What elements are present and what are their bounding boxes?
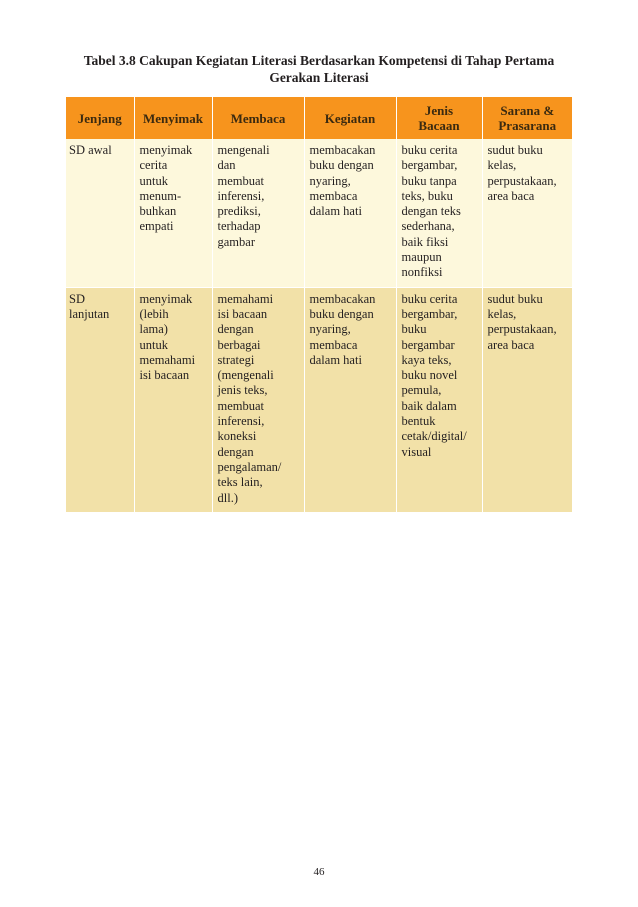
cell-line: pengalaman/: [217, 459, 282, 474]
cell-membaca: [212, 287, 304, 512]
cell-line: memahami: [217, 291, 274, 306]
cell-line: sederhana,: [401, 219, 455, 234]
header-jenis-bacaan: Jenis Bacaan: [396, 97, 482, 139]
cell-line: teks lain,: [217, 475, 263, 490]
cell-sarana-prasarana: [482, 287, 572, 512]
cell-line: lama): [139, 322, 168, 337]
cell-kegiatan: [304, 139, 396, 287]
cell-line: menyimak: [139, 143, 193, 157]
cell-line: baik fiksi: [401, 234, 449, 249]
cell-line: isi bacaan: [139, 368, 190, 383]
cell-line: teks, buku: [401, 188, 453, 203]
cell-line: lanjutan: [69, 306, 110, 321]
cell-menyimak: [134, 139, 212, 287]
cell-line: buku tanpa: [401, 173, 457, 188]
cell-line: membuat: [217, 398, 265, 413]
cell-line: dalam hati: [309, 352, 362, 367]
cell-line: cetak/digital/: [401, 429, 467, 444]
cell-line: cerita: [139, 158, 168, 173]
cell-line: (mengenali: [217, 368, 274, 383]
cell-line: inferensi,: [217, 188, 265, 203]
cell-line: baik dalam: [401, 398, 457, 413]
cell-line: SD awal: [69, 143, 112, 157]
cell-line: mengenali: [217, 143, 270, 157]
cell-line: dll.): [217, 490, 238, 505]
cell-line: membuat: [217, 173, 265, 188]
cell-line: nyaring,: [309, 322, 351, 337]
cell-line: dan: [217, 158, 236, 173]
table-row-sd-lanjutan: [66, 287, 572, 512]
header-jenjang: Jenjang: [66, 97, 134, 139]
cell-line: inferensi,: [217, 414, 265, 429]
cell-line: maupun: [401, 250, 442, 265]
cell-jenjang: [66, 139, 134, 287]
header-sarana-prasarana: Sarana & Prasarana: [482, 97, 572, 139]
cell-line: SD: [69, 291, 85, 306]
cell-line: isi bacaan: [217, 306, 268, 321]
cell-line: area baca: [487, 188, 535, 203]
header-membaca: Membaca: [212, 97, 304, 139]
cell-jenjang: [66, 287, 134, 512]
table-header-row: [66, 97, 572, 139]
cell-line: bergambar,: [401, 306, 458, 321]
cell-line: membaca: [309, 188, 358, 203]
cell-line: perpustakaan,: [487, 322, 557, 337]
cell-kegiatan: [304, 287, 396, 512]
cell-line: buku cerita: [401, 291, 458, 306]
cell-line: buku dengan: [309, 306, 374, 321]
table-caption: [66, 52, 572, 86]
cell-jenis-bacaan: [396, 139, 482, 287]
cell-menyimak: [134, 287, 212, 512]
cell-line: dalam hati: [309, 204, 362, 219]
cell-line: untuk: [139, 337, 168, 352]
cell-line: bergambar: [401, 337, 455, 352]
cell-line: pemula,: [401, 383, 442, 398]
cell-line: empati: [139, 219, 174, 234]
cell-line: kaya teks,: [401, 352, 452, 367]
cell-line: terhadap: [217, 219, 261, 234]
cell-line: jenis teks,: [217, 383, 268, 398]
cell-line: perpustakaan,: [487, 173, 557, 188]
cell-line: buku cerita: [401, 143, 458, 157]
caption-line-1: Tabel 3.8 Cakupan Kegiatan Literasi Berdasarkan Kompetensi di Tahap Pertama: [83, 53, 555, 68]
cell-line: prediksi,: [217, 204, 261, 219]
cell-line: sudut buku: [487, 291, 543, 306]
cell-line: dengan: [217, 322, 254, 337]
cell-jenis-bacaan: [396, 287, 482, 512]
cell-line: area baca: [487, 337, 535, 352]
cell-line: kelas,: [487, 158, 517, 173]
cell-line: berbagai: [217, 337, 261, 352]
cell-sarana-prasarana: [482, 139, 572, 287]
cell-line: menyimak: [139, 291, 193, 306]
cell-line: gambar: [217, 234, 255, 249]
cell-line: bergambar,: [401, 158, 458, 173]
cell-line: membaca: [309, 337, 358, 352]
cell-line: dengan teks: [401, 204, 461, 219]
cell-line: nyaring,: [309, 173, 351, 188]
literacy-table: [66, 97, 572, 512]
caption-line-2: Gerakan Literasi: [269, 70, 369, 85]
cell-line: koneksi: [217, 429, 257, 444]
cell-line: untuk: [139, 173, 168, 188]
cell-line: kelas,: [487, 306, 517, 321]
cell-line: buku: [401, 322, 427, 337]
page-number: 46: [313, 866, 325, 878]
cell-line: membacakan: [309, 291, 376, 306]
cell-line: memahami: [139, 352, 196, 367]
cell-line: membacakan: [309, 143, 376, 157]
cell-line: bentuk: [401, 414, 436, 429]
cell-line: menum-: [139, 188, 182, 203]
cell-line: nonfiksi: [401, 265, 443, 280]
header-menyimak: Menyimak: [134, 97, 212, 139]
table-row-sd-awal: [66, 139, 572, 287]
cell-membaca: [212, 139, 304, 287]
cell-line: sudut buku: [487, 143, 543, 157]
cell-line: buhkan: [139, 204, 177, 219]
cell-line: dengan: [217, 444, 254, 459]
cell-line: buku novel: [401, 368, 458, 383]
cell-line: strategi: [217, 352, 255, 367]
header-kegiatan: Kegiatan: [304, 97, 396, 139]
cell-line: visual: [401, 444, 432, 459]
cell-line: buku dengan: [309, 158, 374, 173]
cell-line: (lebih: [139, 306, 169, 321]
